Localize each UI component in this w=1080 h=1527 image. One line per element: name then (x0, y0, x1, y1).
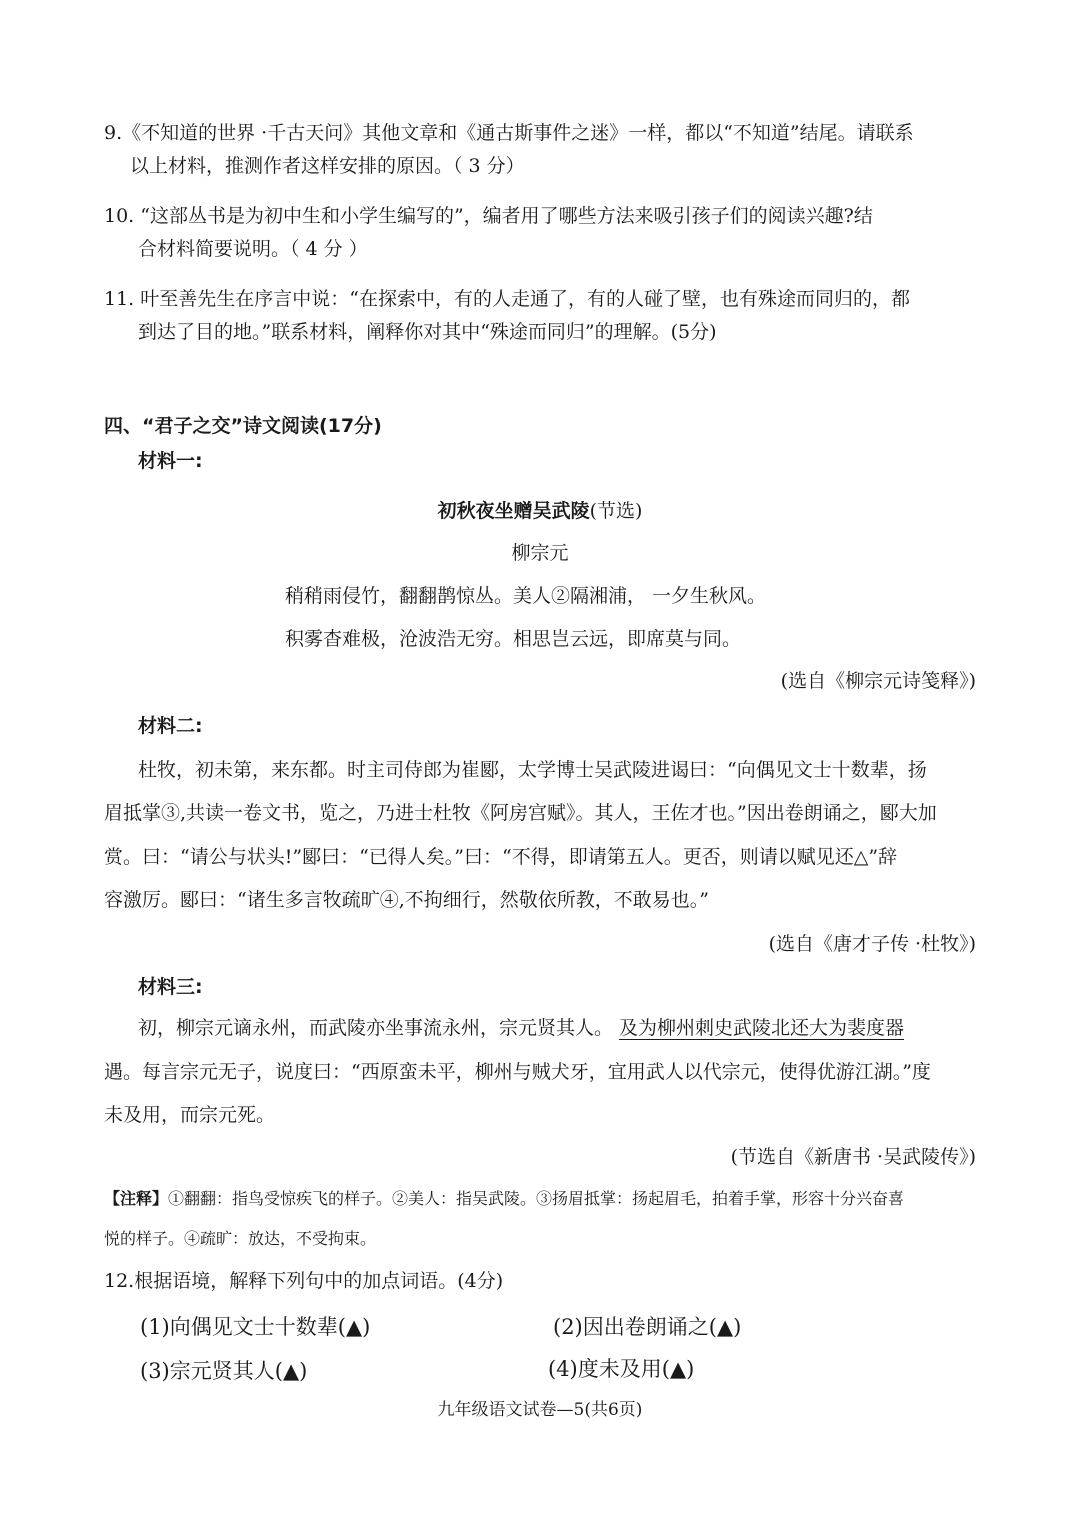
poem-line2: 积雾杳难极，沧波浩无穷。相思岂云远，即席莫与同。 (285, 628, 742, 650)
q12-item-3: (3)宗元贤其人(▲) (140, 1359, 308, 1383)
page-footer: 九年级语文试卷—5(共6页) (437, 1400, 643, 1420)
material1-label: 材料一: (138, 450, 203, 472)
material2-line4: 容激厉。郾曰：“诸生多言牧疏旷④,不拘细行，然敬依所教，不敢易也。” (104, 889, 709, 911)
material3-line3: 未及用，而宗元死。 (104, 1104, 276, 1126)
notes-label: 【注释】 (104, 1189, 169, 1208)
poem-author: 柳宗元 (511, 542, 569, 564)
material3-underlined-sentence: 及为柳州刺史武陵北还大为裴度器 (619, 1017, 905, 1039)
q12-item-4: (4)度未及用(▲) (548, 1357, 695, 1381)
notes-line1 (104, 1188, 904, 1210)
q12-item-2: (2)因出卷朗诵之(▲) (553, 1315, 742, 1339)
material2-line2: 眉抵掌③,共读一卷文书，览之，乃进士杜牧《阿房宫赋》。其人，王佐才也。”因出卷朗诵之，郾大加 (104, 802, 937, 824)
notes-text-1: ①翻翻：指鸟受惊疾飞的样子。②美人：指吴武陵。③扬眉抵掌：扬起眉毛，拍着手掌，形容十分兴奋喜 (168, 1189, 905, 1208)
material1-source: (选自《柳宗元诗笺释》) (780, 670, 976, 692)
poem-title: 初秋夜坐赠吴武陵 (437, 500, 590, 522)
material3-line2: 遇。每言宗元无子，说度曰：“西原蛮未平，柳州与贼犬牙，宜用武人以代宗元，使得优游江湖。”度 (104, 1061, 931, 1083)
q12-stem: 12.根据语境，解释下列句中的加点词语。(4分) (104, 1270, 504, 1292)
notes-line2: 悦的样子。④疏旷：放达，不受拘束。 (104, 1229, 377, 1248)
q9-line2: 以上材料，推测作者这样安排的原因。（ 3 分） (130, 155, 525, 177)
material2-line1: 杜牧，初未第，来东都。时主司侍郎为崔郾，太学博士吴武陵进谒曰：“向偶见文士十数辈，扬 (138, 759, 927, 781)
poem-title-note: (节选) (589, 500, 643, 522)
material3-label: 材料三: (138, 976, 203, 998)
material2-source: (选自《唐才子传 ·杜牧》) (768, 933, 976, 955)
q10-line2: 合材料简要说明。（ 4 分 ） (138, 238, 368, 260)
material3-line1-plain: 初，柳宗元谪永州，而武陵亦坐事流永州，宗元贤其人。 (138, 1017, 620, 1039)
q10-line1: 10. “这部丛书是为初中生和小学生编写的”，编者用了哪些方法来吸引孩子们的阅读兴趣?结 (104, 205, 873, 227)
material2-label: 材料二: (138, 715, 203, 737)
poem-line1: 稍稍雨侵竹，翻翻鹊惊丛。美人②隔湘浦， 一夕生秋风。 (285, 585, 767, 607)
q12-item-1: (1)向偶见文士十数辈(▲) (140, 1315, 371, 1339)
q11-line2: 到达了目的地。”联系材料，阐释你对其中“殊途而同归”的理解。(5分) (138, 321, 717, 343)
q9-line1: 9.《不知道的世界 ·千古天问》其他文章和《通古斯事件之迷》一样，都以“不知道”结尾。请联系 (104, 122, 914, 144)
poem-title-row (0, 498, 1080, 524)
q11-line1: 11. 叶至善先生在序言中说：“在探索中，有的人走通了，有的人碰了壁，也有殊途而同归的，都 (104, 288, 910, 310)
material3-line1 (138, 1015, 904, 1041)
material2-line3: 赏。曰：“请公与状头!”郾曰：“已得人矣。”曰：“不得，即请第五人。更否，则请以赋见还△”辞 (104, 846, 898, 868)
material3-source: (节选自《新唐书 ·吴武陵传》) (730, 1146, 976, 1168)
section-title: 四、“君子之交”诗文阅读(17分) (104, 415, 382, 437)
